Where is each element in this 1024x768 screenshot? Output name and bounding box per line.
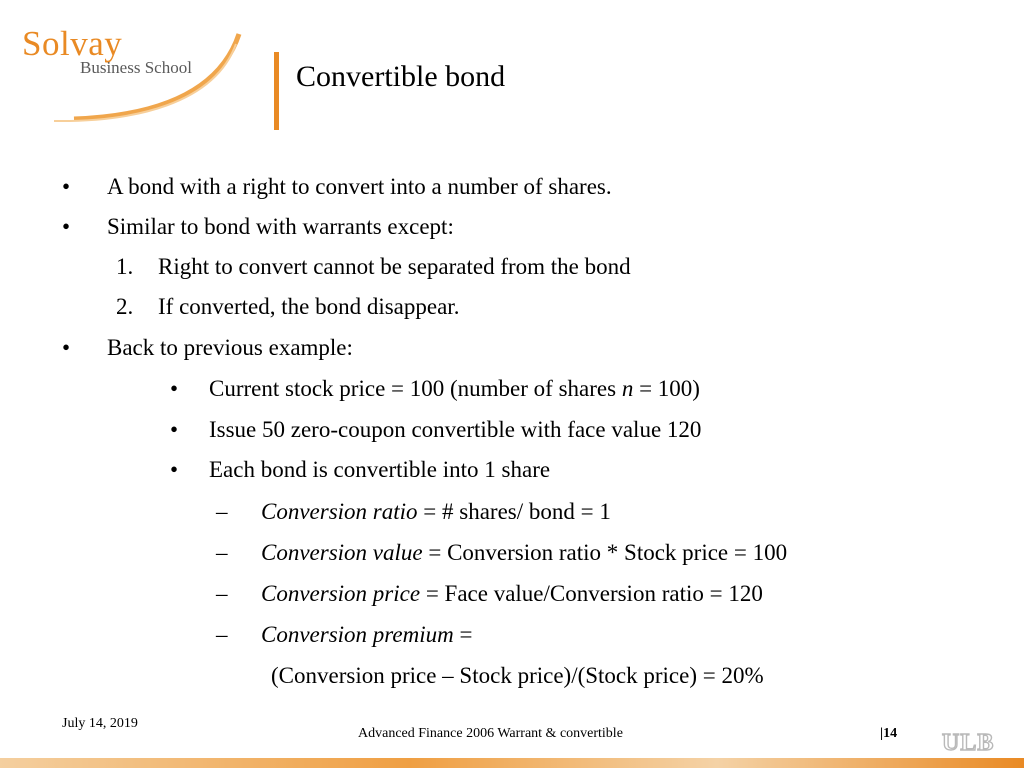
dash-text: Conversion value = Conversion ratio * Stock price = 100 [261, 540, 788, 565]
dash-text: Conversion price = Face value/Conversion ratio = 120 [261, 581, 763, 606]
bullet-text: Similar to bond with warrants except: [107, 214, 454, 239]
dash-marker: – [216, 581, 228, 606]
ulb-logo: ULB [942, 730, 995, 756]
sub-bullet-text: Issue 50 zero-coupon convertible with face value 120 [209, 417, 702, 442]
bullet-marker: • [62, 174, 71, 199]
bullet-text: Back to previous example: [107, 335, 353, 360]
sub-bullet-marker: • [170, 376, 179, 401]
dash-marker: – [216, 540, 228, 565]
dash-marker: – [216, 499, 228, 524]
dash-text: Conversion premium = [261, 622, 473, 647]
list-number: 1. [116, 254, 134, 279]
sub-bullet-text: Each bond is convertible into 1 share [209, 457, 551, 482]
bottom-stripe [0, 758, 1024, 768]
logo-brand: Solvay [22, 24, 123, 63]
bullet-text: A bond with a right to convert into a number of shares. [107, 174, 612, 199]
dash-text: Conversion ratio = # shares/ bond = 1 [261, 499, 611, 524]
list-text: Right to convert cannot be separated from the bond [158, 254, 631, 279]
list-number: 2. [116, 294, 134, 319]
sub-bullet-marker: • [170, 417, 179, 442]
dash-marker: – [216, 622, 228, 647]
bullet-marker: • [62, 214, 71, 239]
formula-text: (Conversion price – Stock price)/(Stock price) = 20% [271, 663, 764, 688]
list-text: If converted, the bond disappear. [158, 294, 460, 319]
page-number: |14 [880, 726, 898, 741]
logo-school: Business School [80, 58, 192, 77]
footer-course: Advanced Finance 2006 Warrant & convertible [358, 726, 623, 741]
sub-bullet-marker: • [170, 457, 179, 482]
footer-date: July 14, 2019 [62, 716, 138, 731]
sub-bullet-text: Current stock price = 100 (number of shares n = 100) [209, 376, 700, 401]
slide-title: Convertible bond [296, 60, 506, 93]
bullet-marker: • [62, 335, 71, 360]
